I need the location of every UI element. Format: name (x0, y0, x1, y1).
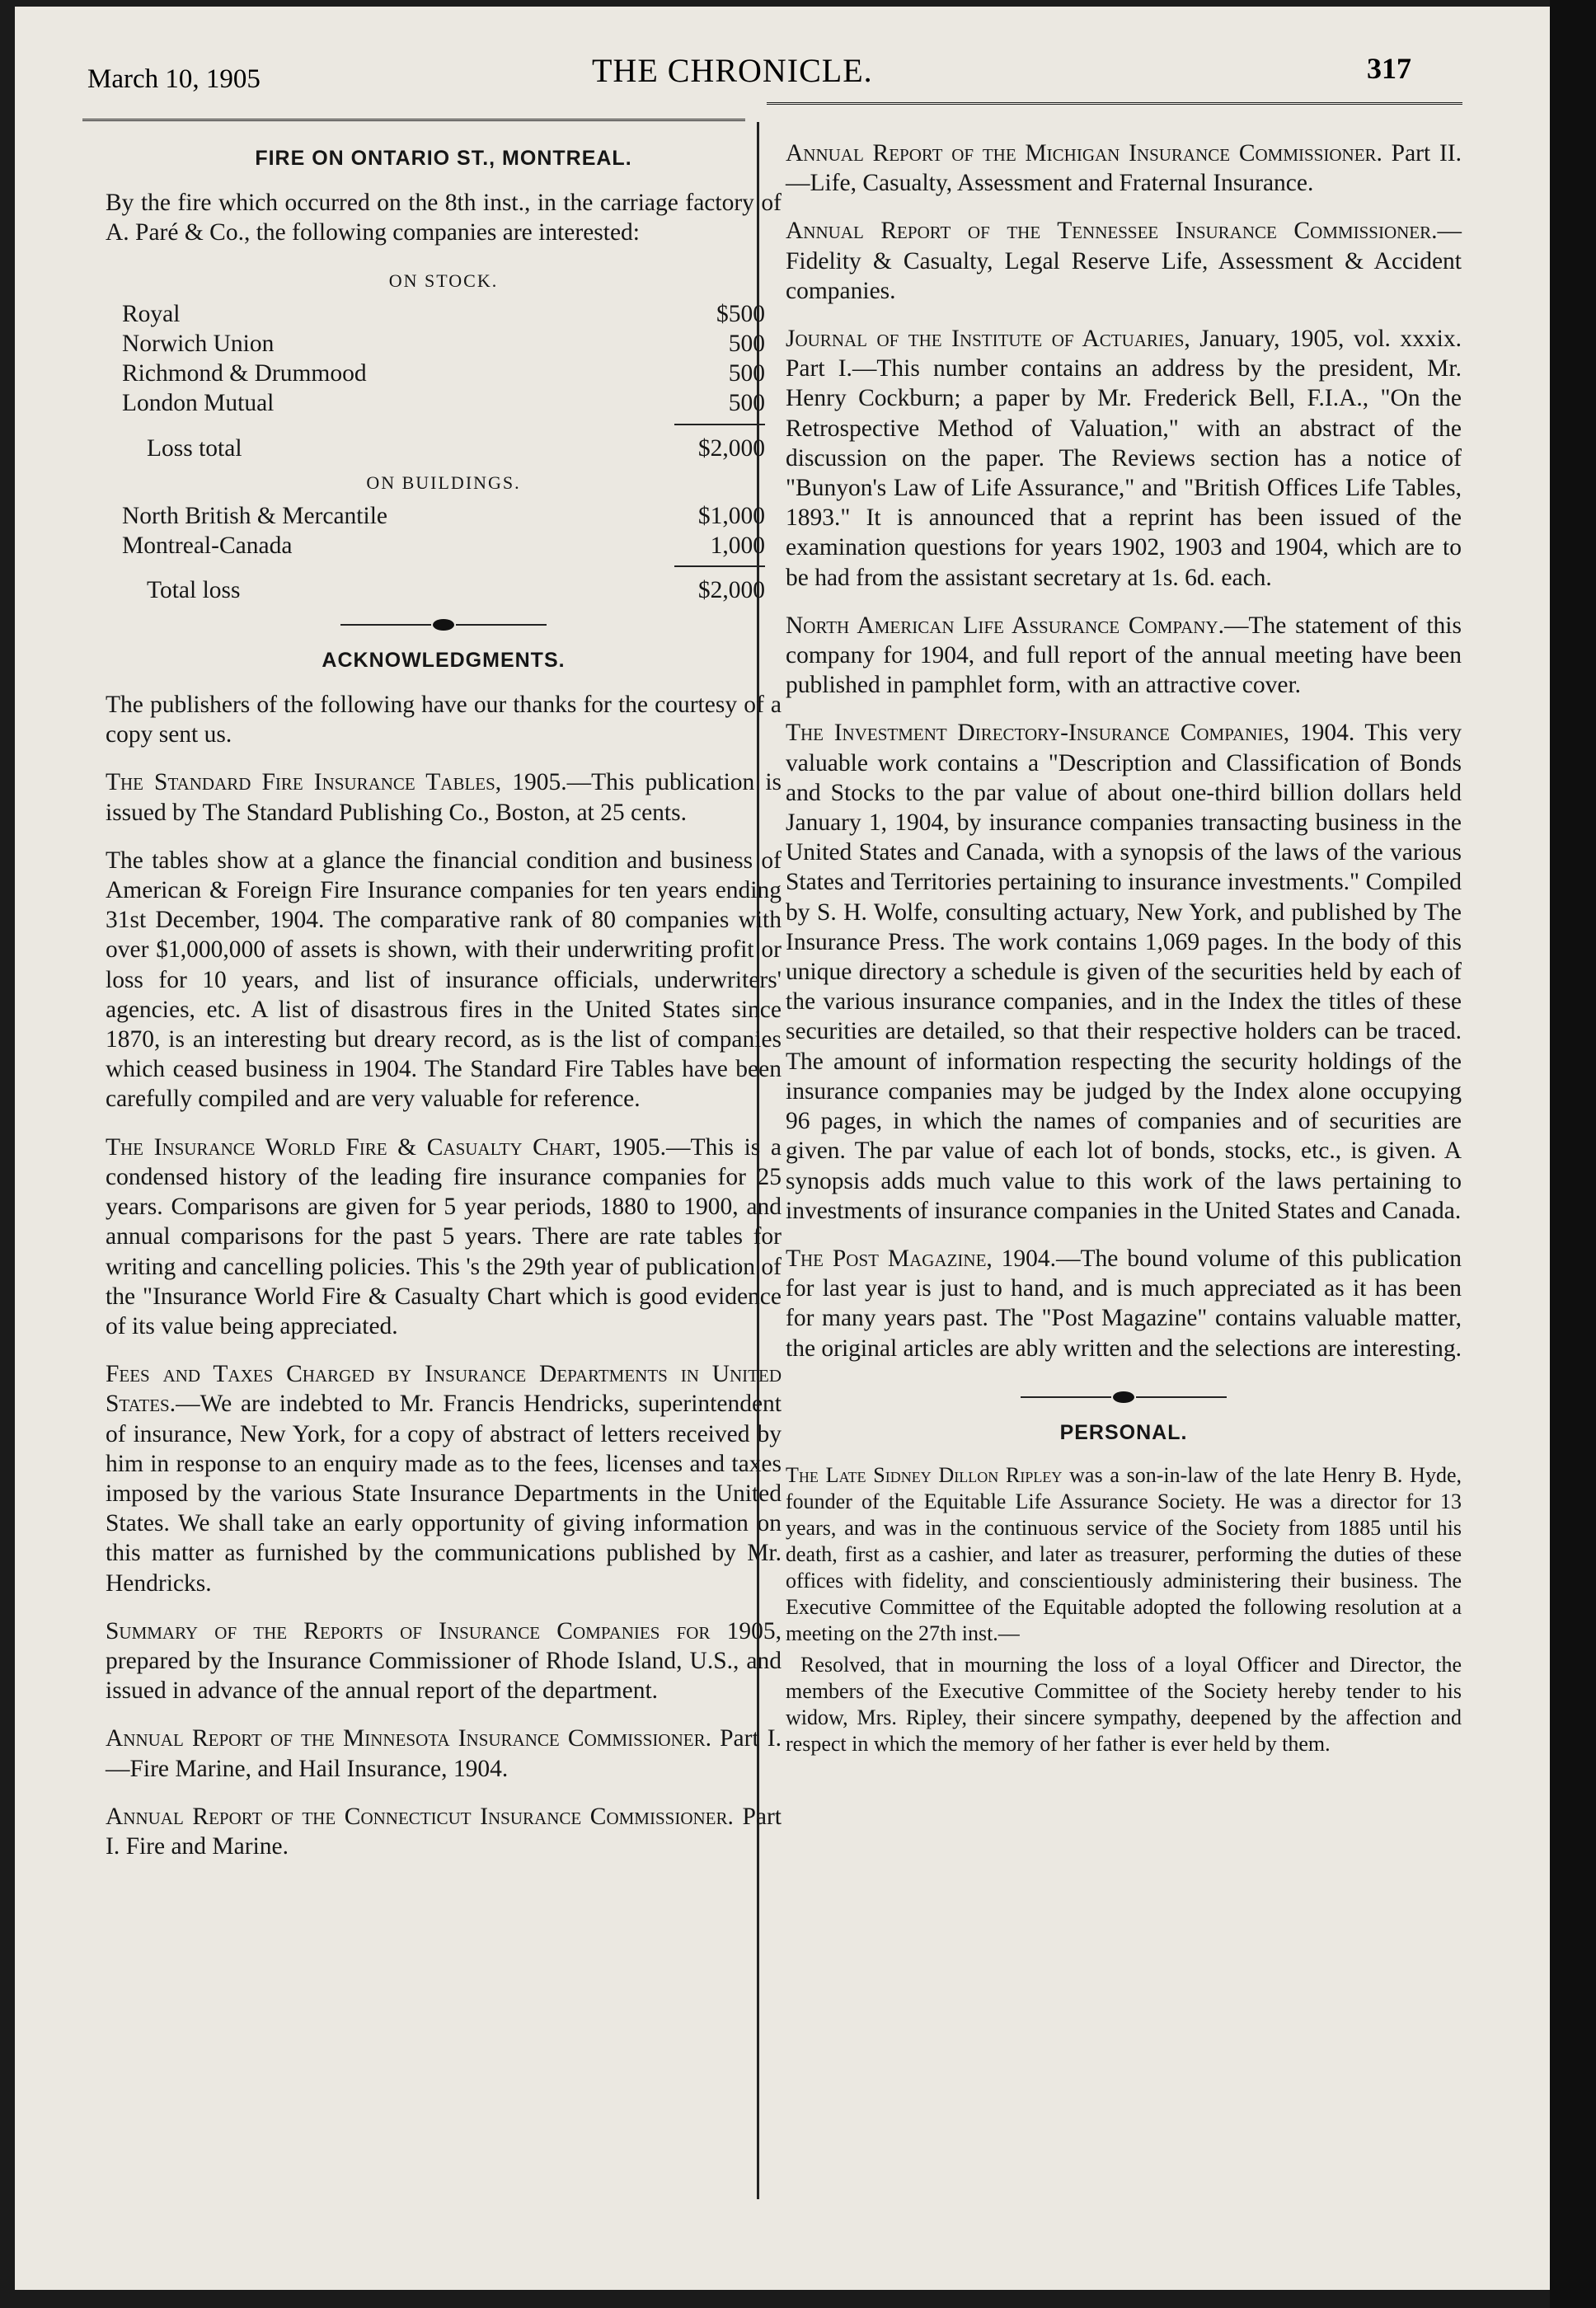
item-lead: The Late Sidney Dillon Ripley (786, 1463, 1063, 1488)
amount: 1,000 (710, 532, 765, 560)
item-lead: Summary of the Reports of Insurance Companies for (106, 1617, 711, 1644)
loss-total-label: Loss total (147, 434, 242, 462)
item-lead: The Insurance World Fire & Casualty Chart, (106, 1133, 602, 1161)
ack-item (106, 1724, 782, 1783)
stock-row (122, 388, 765, 418)
amount: $500 (716, 300, 765, 327)
item-text: 1904. This very valuable work contains a "Description and Classification of Bonds and Stocks to the par value of about one-third billion dollars held January 1, 1904, by insurance companies transacting business in the United States and Canada, with a synopsis of the laws of the various States and Territories pertaining to insurance investments." Compiled by S. H. Wolfe, consulting actuary, New York, and published by The Insurance Press. The work contains 1,069 pages. In the body of this unique directory a schedule is given of the securities held by each of the various insurance companies, and in the Index the titles of these securities are detailed, so that their respective holders can be traced. The amount of information respecting the security holdings of the insurance companies may be judged by the Index alone occupying 96 pages, in which the names of companies and of securities are given. The par value of each lot of bonds, stocks, etc., is given. A synopsis adds much value to this work of the laws pertaining to investments of insurance companies in the United States and Canada. (786, 720, 1462, 1224)
item-lead: Journal of the Institute of Actuaries, (786, 326, 1190, 353)
item-text: Part I. Fire and Marine. (106, 1803, 782, 1860)
page-header (15, 7, 1550, 106)
fire-intro: By the fire which occurred on the 8th inst., in the carriage factory of A. Paré & Co., the following companies are interested: (106, 190, 782, 246)
item-text: 1905.—This is a condensed history of the leading fire insurance companies for 25 years. Comparisons are given for 5 year periods, 1880 to 1900, and annual comparisons for the past 5 years. There are rate tables for writing and cancelling policies. This 's the 29th year of publication of the "Insurance World Fire & Casualty Chart which is good evidence of its value being appreciated. (106, 1133, 782, 1339)
item-text: —Fidelity & Casualty, Legal Reserve Life, Assessment & Accident companies. (786, 218, 1462, 304)
company-name: Royal (122, 300, 181, 327)
item-lead: Annual Report of the Connecticut Insurance Commissioner. (106, 1803, 734, 1830)
item-lead: Annual Report of the Minnesota Insurance Commissioner. (106, 1725, 711, 1752)
stock-list (106, 299, 782, 419)
personal-paragraph (786, 1462, 1462, 1647)
item-lead: North American Life Assurance Company. (786, 612, 1224, 639)
stock-row (122, 299, 765, 329)
item-text: 1905, prepared by the Insurance Commissioner of Rhode Island, U.S., and issued in advance of the annual report of the department. (106, 1617, 782, 1705)
company-name: North British & Mercantile (122, 503, 387, 530)
right-column (786, 138, 1462, 1762)
ack-item (786, 718, 1462, 1225)
item-text: was a son-in-law of the late Henry B. Hyde, founder of the Equitable Life Assurance Society. He was a director for 13 years, and was in the continuous service of the Society from 1885 until his death, first as a cashier, and later as treasurer, performing the duties of these offices with fidelity, and conscientiously administering their business. The Executive Committee of the Equitable adopted the following resolution at a meeting on the 27th inst.— (786, 1463, 1462, 1646)
issue-date: March 10, 1905 (87, 64, 261, 94)
ack-item (106, 1802, 782, 1861)
book-spine (1550, 0, 1596, 2308)
sum-rule (674, 424, 765, 425)
section-ornament (106, 609, 782, 639)
total-loss-row (147, 575, 765, 605)
company-name: Richmond & Drummood (122, 360, 367, 387)
ack-item (106, 1359, 782, 1598)
section-ornament (786, 1382, 1462, 1411)
total-loss-label: Total loss (147, 577, 241, 604)
personal-section (786, 1462, 1462, 1757)
amount: 500 (728, 390, 765, 417)
ack-item (786, 1244, 1462, 1363)
ack-section-title: ACKNOWLEDGMENTS. (322, 648, 566, 672)
ack-item (106, 767, 782, 827)
on-buildings-label: ON BUILDINGS. (366, 471, 521, 493)
company-name: Montreal-Canada (122, 532, 293, 560)
item-lead: Annual Report of the Tennessee Insurance Commissioner. (786, 218, 1438, 245)
header-rule-right (767, 102, 1462, 105)
stock-row (122, 359, 765, 388)
header-rule-left (82, 119, 745, 121)
item-lead: The Standard Fire Insurance Tables, 1905. (106, 769, 567, 796)
resolution-paragraph: Resolved, that in mourning the loss of a loyal Officer and Director, the members of the Executive Committee of the Society hereby tender to his widow, Mrs. Ripley, their sincere sympathy, deepened by the affection and respect in which the memory of her father is ever held by them. (786, 1653, 1462, 1757)
item-text: Part I.—Fire Marine, and Hail Insurance, 1904. (106, 1725, 782, 1782)
item-text: The tables show at a glance the financial condition and business of American & Foreign Fire Insurance companies for ten years ending 31st December, 1904. The comparative rank of 80 companies with over $1,000,000 of assets is shown, with their underwriting profit or loss for 10 years, and list of insurance officials, underwriters' agencies, etc. A list of disastrous fires in the United States since 1870, is an interesting but dreary record, as is the list of companies which ceased business in 1904. The Standard Fire Tables have been carefully compiled and are very valuable for reference. (106, 847, 782, 1113)
item-text: Part II.—Life, Casualty, Assessment and Fraternal Insurance. (786, 140, 1462, 197)
total-loss-amount: $2,000 (697, 577, 765, 604)
fire-section-title: FIRE ON ONTARIO ST., MONTREAL. (255, 147, 632, 170)
ack-item (106, 846, 782, 1114)
ack-item (786, 324, 1462, 593)
amount: 500 (728, 360, 765, 387)
ack-item (786, 611, 1462, 701)
stock-row (122, 329, 765, 359)
sum-rule (674, 565, 765, 567)
company-name: Norwich Union (122, 331, 275, 358)
ack-item (106, 1133, 782, 1341)
buildings-list (106, 501, 782, 561)
personal-section-title: PERSONAL. (1059, 1420, 1188, 1444)
company-name: London Mutual (122, 390, 275, 417)
item-text: —The statement of this company for 1904, and full report of the annual meeting have been published in pamphlet form, with an attractive cover. (786, 612, 1462, 699)
building-row (122, 501, 765, 531)
publication-title: THE CHRONICLE. (592, 52, 873, 89)
left-column (106, 138, 782, 1879)
amount: $1,000 (697, 503, 765, 530)
loss-total-amount: $2,000 (697, 434, 765, 462)
on-stock-label: ON STOCK. (388, 270, 499, 291)
loss-total-row (147, 434, 765, 463)
ack-item (786, 216, 1462, 306)
ack-intro: The publishers of the following have our thanks for the courtesy of a copy sent us. (106, 692, 782, 748)
building-row (122, 531, 765, 561)
item-text: —We are indebted to Mr. Francis Hendricks, superintendent of insurance, New York, for a copy of abstract of letters received by him in response to an enquiry made as to the fees, licenses and taxes imposed by the various State Insurance Departments in the United States. We shall take an early opportunity of giving information on this matter as furnished by the communications published by Mr. Hendricks. (106, 1391, 782, 1597)
item-lead: The Investment Directory-Insurance Companies, (786, 720, 1290, 747)
item-lead: The Post Magazine, (786, 1245, 993, 1272)
item-lead: Fees and Taxes Charged by Insurance Departments in United States. (106, 1361, 782, 1418)
page-number: 317 (1367, 52, 1411, 85)
item-text: 1904.—The bound volume of this publication for last year is just to hand, and is much appreciated as it has been for many years past. The "Post Magazine" contains valuable matter, the original articles are ably written and the selections are interesting. (786, 1245, 1462, 1362)
amount: 500 (728, 331, 765, 358)
ack-item (786, 138, 1462, 198)
newspaper-page (15, 7, 1550, 2290)
item-lead: Annual Report of the Michigan Insurance Commissioner. (786, 140, 1382, 167)
ack-item (106, 1616, 782, 1706)
item-text: January, 1905, vol. xxxix. Part I.—This number contains an address by the president, Mr. Henry Cockburn; a paper by Mr. Frederick Bell, F.I.A., "On the Retrospective Method of Valuation," with an abstract of the discussion on the paper. The Reviews section has a notice of "Bunyon's Law of Life Assurance," and "British Offices Life Tables, 1893." It is announced that a reprint has been issued of the examination questions for years 1902, 1903 and 1904, which are to be had from the assistant secretary at 1s. 6d. each. (786, 326, 1462, 591)
item-text: —This publication is issued by The Standard Publishing Co., Boston, at 25 cents. (106, 769, 782, 826)
